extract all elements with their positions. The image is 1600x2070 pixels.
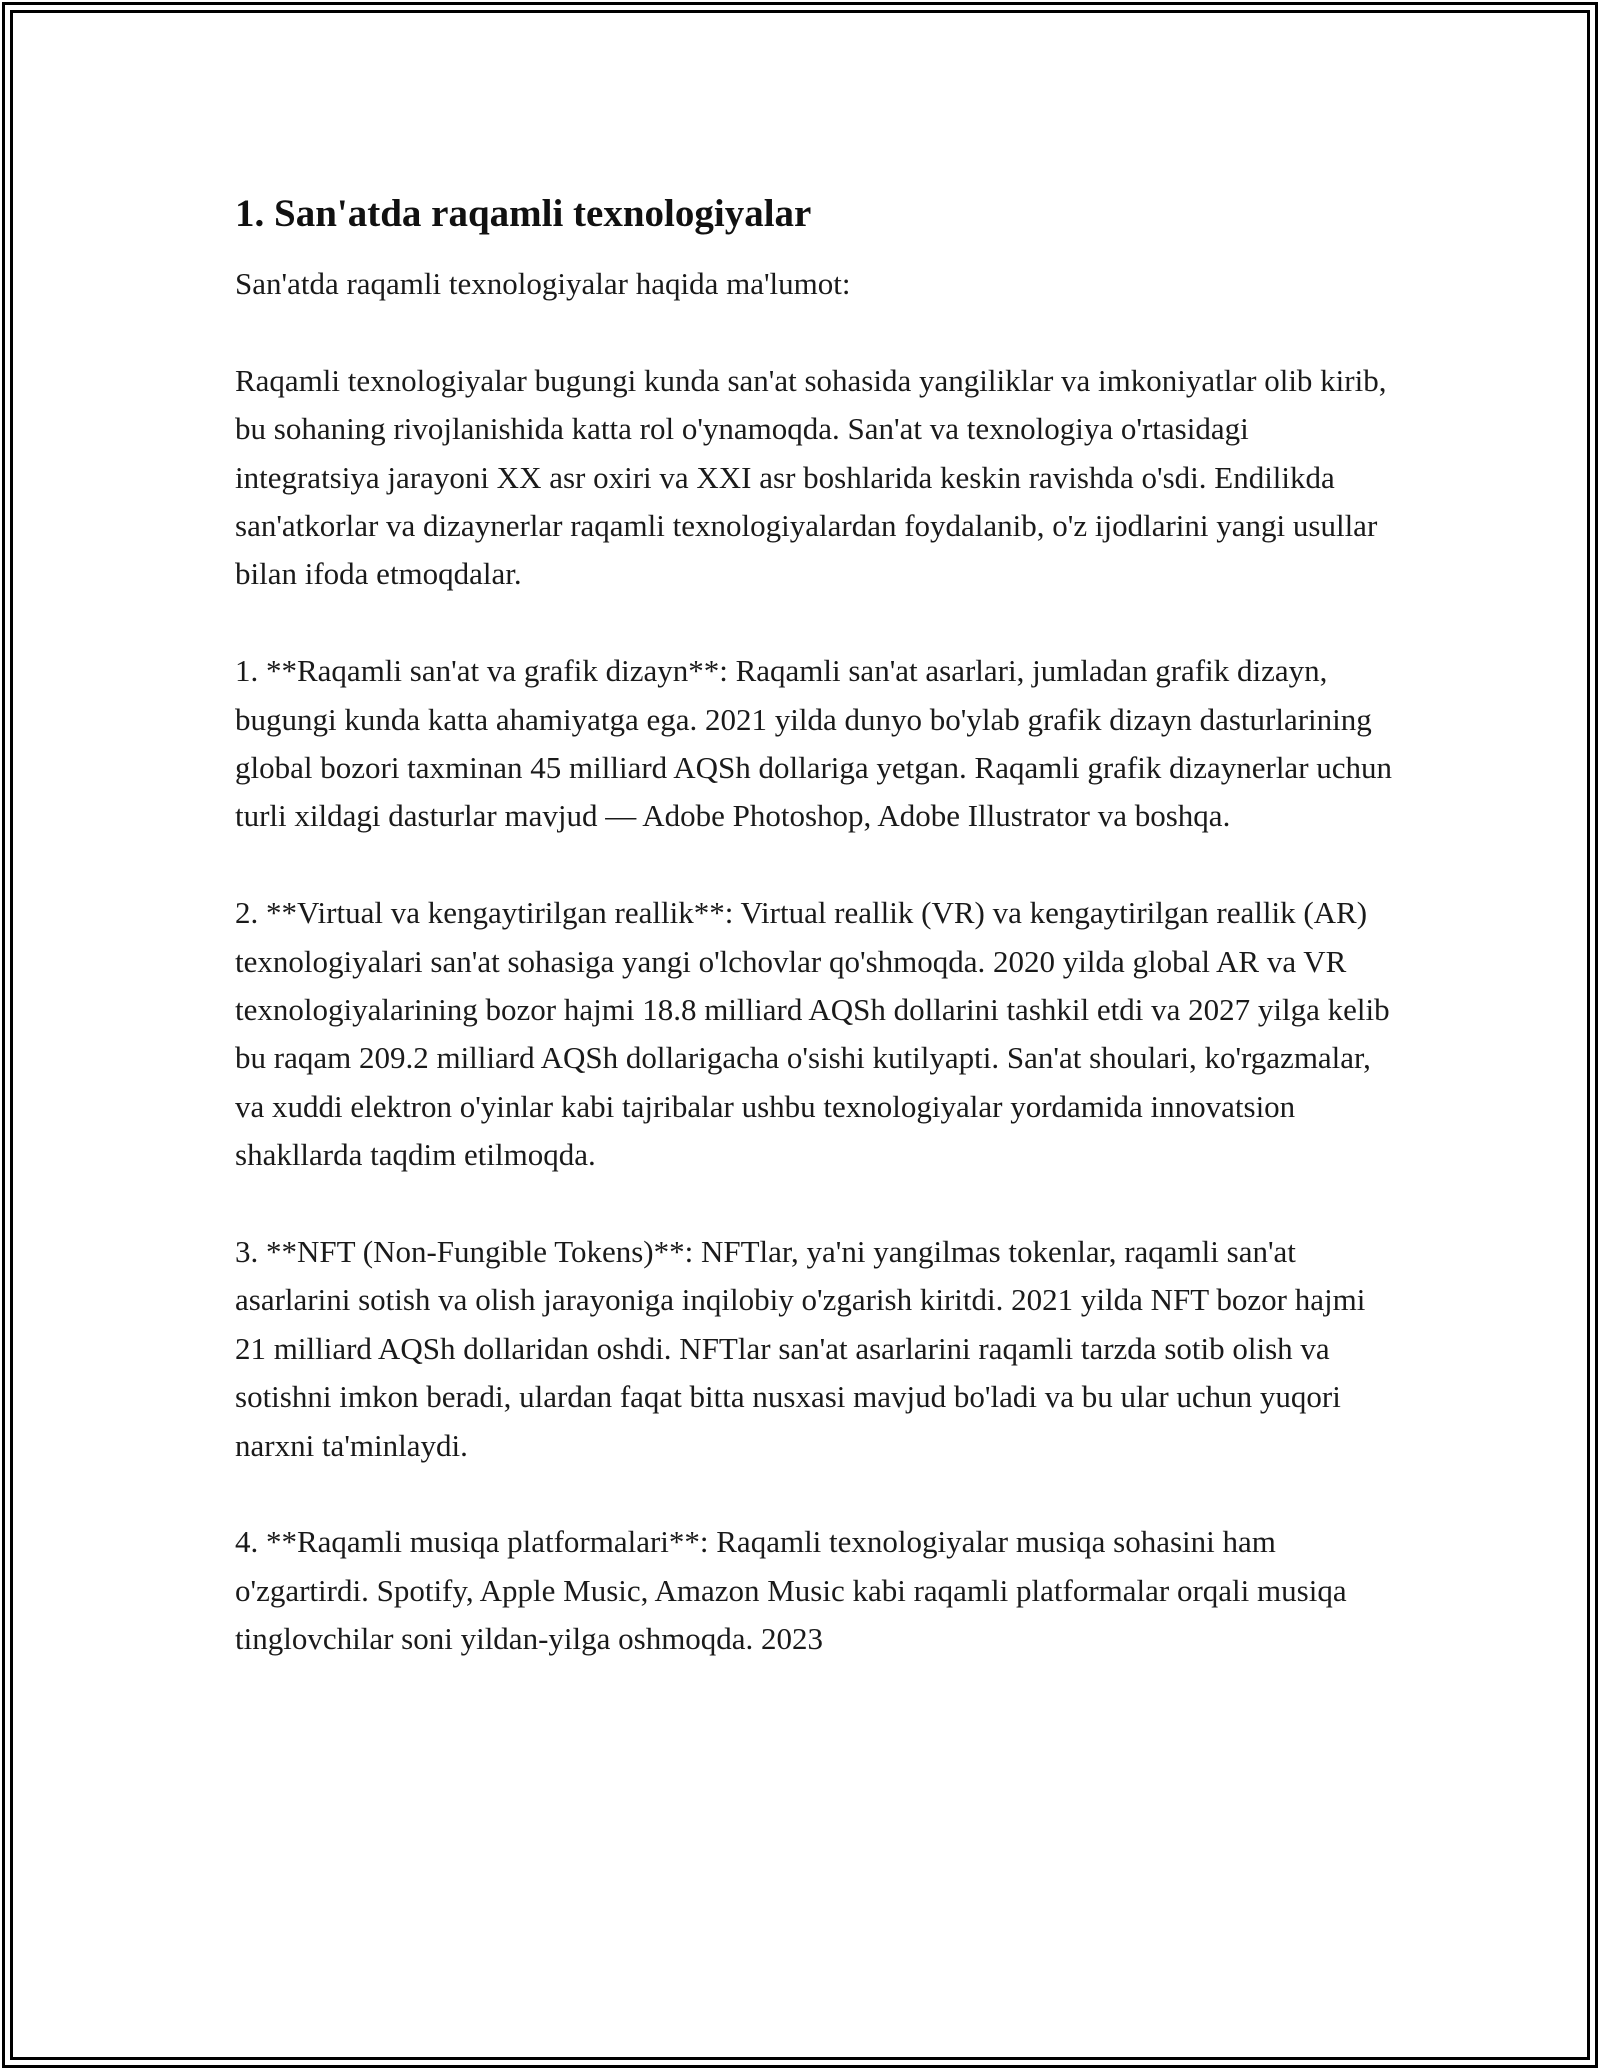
list-item-digital-art: 1. **Raqamli san'at va grafik dizayn**: Raqamli san'at asarlari, jumladan grafik dizayn, bugungi kunda katta ahamiyatga ega. 2021 yilda dunyo bo'ylab grafik dizayn dasturlarining global bozori taxminan 45 milliard AQSh dollariga yetgan. Raqamli grafik dizaynerlar uchun turli xildagi dasturlar mavjud — Adobe Photoshop, Adobe Illustrator va boshqa. [235,653,1393,834]
intro-paragraph: San'atda raqamli texnologiyalar haqida ma'lumot: [235,266,851,301]
list-item-vr-ar: 2. **Virtual va kengaytirilgan reallik**: Virtual reallik (VR) va kengaytirilgan reallik (AR) texnologiyalari san'at sohasiga yangi o'lchovlar qo'shmoqda. 2020 yilda global AR va VR texnologiyalarining bozor hajmi 18.8 milliard AQSh dollarini tashkil etdi va 2027 yilga kelib bu raqam 209.2 milliard AQSh dollarigacha o'sishi kutilyapti. San'at shoulari, ko'rgazmalar, va xuddi elektron o'yinlar kabi tajribalar ushbu texnologiyalar yordamida innovatsion shakllarda taqdim etilmoqda. [235,895,1390,1173]
list-item-music-platforms: 4. **Raqamli musiqa platformalari**: Raqamli texnologiyalar musiqa sohasini ham o'zgartirdi. Spotify, Apple Music, Amazon Music kabi raqamli platformalar orqali musiqa tinglovchilar soni yildan-yilga oshmoqda. 2023 [235,1524,1347,1657]
section-heading: 1. San'atda raqamli texnologiyalar [235,192,812,235]
overview-paragraph: Raqamli texnologiyalar bugungi kunda san'at sohasida yangiliklar va imkoniyatlar olib kirib, bu sohaning rivojlanishida katta rol o'ynamoqda. San'at va texnologiya o'rtasidagi integratsiya jarayoni XX asr oxiri va XXI asr boshlarida keskin ravishda o'sdi. Endilikda san'atkorlar va dizaynerlar raqamli texnologiyalardan foydalanib, o'z ijodlarini yangi usullar bilan ifoda etmoqdalar. [235,362,1387,592]
list-item-nft: 3. **NFT (Non-Fungible Tokens)**: NFTlar, ya'ni yangilmas tokenlar, raqamli san'at asarlarini sotish va olish jarayoniga inqilobiy o'zgarish kiritdi. 2021 yilda NFT bozor hajmi 21 milliard AQSh dollaridan oshdi. NFTlar san'at asarlarini raqamli tarzda sotib olish va sotishni imkon beradi, ulardan faqat bitta nusxasi mavjud bo'ladi va bu ular uchun yuqori narxni ta'minlaydi. [235,1234,1366,1463]
document-body [235,190,1395,1664]
